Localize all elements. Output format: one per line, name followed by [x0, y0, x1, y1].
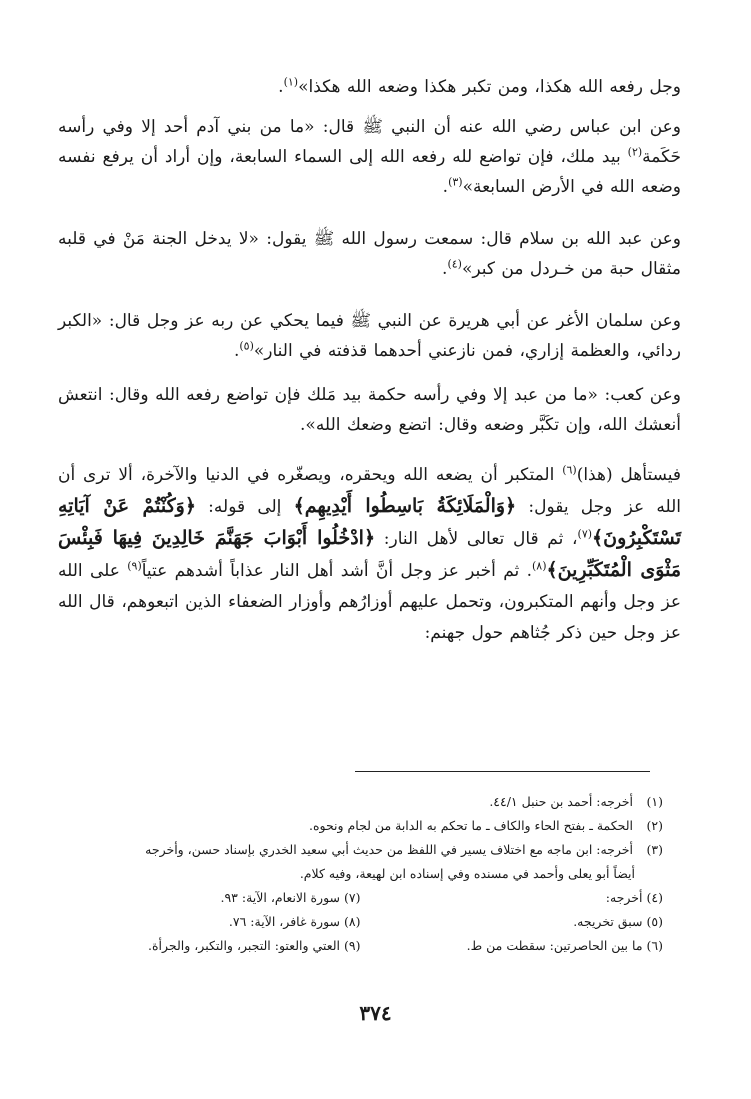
paragraph-5-text: وعن كعب: «ما من عبد إلا وفي رأسه حكمة بيد مَلك فإن تواضع رفعه الله وقال: انتعش أنعشك الله، وإن تكَبَّر وضعه وقال: اتضع وضعك الله».: [58, 385, 681, 435]
footnote-number: (٩): [344, 938, 361, 953]
footnote-ref-8[interactable]: (٨): [531, 559, 547, 573]
paragraph-3-end: .: [442, 259, 448, 279]
footnote-1: [58, 790, 663, 814]
footnote-divider: [355, 771, 650, 772]
footnote-text: أخرجه: أحمد بن حنبل ٤٤/١.: [489, 794, 634, 809]
main-text: [58, 72, 681, 649]
footnote-text: الحكمة ـ بفتح الحاء والكاف ـ ما تحكم به الدابة من لجام ونحوه.: [309, 818, 634, 833]
footnote-ref-3[interactable]: (٣): [448, 175, 463, 189]
paragraph-6-text-c: إلى قوله:: [195, 497, 294, 517]
footnote-ref-9[interactable]: (٩): [127, 559, 142, 573]
paragraph-4-end: .: [233, 341, 240, 361]
paragraph-4: [58, 306, 681, 366]
footnote-6: [361, 934, 664, 958]
footnote-text: سبق تخريجه.: [573, 914, 643, 929]
quran-verse-1: ﴿وَالْمَلَائِكَةُ بَاسِطُوا أَيْدِيهِم﴾: [293, 495, 517, 517]
paragraph-4-text: وعن سلمان الأغر عن أبي هريرة عن النبي ﷺ فيما يحكي عن ربه عز وجل قال: «الكبر ردائي، والعظمة إزاري، فمن نازعني أحدهما قذفته في النار»: [58, 311, 681, 361]
footnote-text: أخرجه:: [605, 890, 643, 905]
paragraph-1: [58, 72, 681, 102]
footnote-3: [58, 838, 663, 862]
footnote-2: [58, 814, 663, 838]
quran-verse-3: ﴿ادْخُلُوا أَبْوَابَ جَهَنَّمَ خَالِدِينَ فِيهَا فَبِئْسَ مَثْوَى الْمُتَكَبِّرِينَ﴾: [58, 527, 681, 581]
paragraph-3-text: وعن عبد الله بن سلام قال: سمعت رسول الله ﷺ يقول: «لا يدخل الجنة مَنْ في قلبه مثقال حبة من خـردل من كبر»: [58, 229, 681, 279]
footnote-text: سورة الانعام، الآية: ٩٣.: [220, 890, 341, 905]
footnote-number: (٨): [344, 914, 361, 929]
footnote-number: (٧): [344, 890, 361, 905]
footnote-ref-2[interactable]: (٢): [627, 145, 643, 159]
footnote-ref-5[interactable]: (٥): [239, 339, 254, 353]
paragraph-5: [58, 380, 681, 440]
page-number: ٣٧٤: [359, 1001, 392, 1025]
footnote-text: أخرجه: ابن ماجه مع اختلاف يسير في اللفظ من حديث أبي سعيد الخدري بإسناد حسن، وأخرجه: [145, 842, 634, 857]
paragraph-6-text-d: ، ثم قال تعالى لأهل النار:: [375, 529, 578, 549]
footnote-number: (٤): [646, 890, 663, 905]
footnote-ref-7[interactable]: (٧): [577, 527, 593, 541]
footnote-4: [361, 886, 664, 910]
paragraph-6-text-b: المتكبر أن يضعه الله ويحقره، ويصغّره في الدنيا والآخرة، ألا ترى أن الله عز وجل يقول:: [58, 465, 681, 517]
footnotes: [58, 790, 663, 958]
paragraph-2-text-cont: بيد ملك، فإن تواضع لله رفعه الله إلى السماء السابعة، وإن أراد أن يرفع نفسه وضعه الله في الأرض السابعة»: [58, 147, 681, 197]
footnote-3-continued: أيضاً أبو يعلى وأحمد في مسنده وفي إسناده ابن لهيعة، وفيه كلام.: [299, 866, 635, 881]
footnote-ref-6[interactable]: (٦): [562, 463, 577, 477]
paragraph-2-end: .: [442, 177, 449, 197]
footnote-text: ما بين الحاصرتين: سقطت من ط.: [466, 938, 643, 953]
footnote-number: (٥): [646, 914, 663, 929]
paragraph-2-text: وعن ابن عباس رضي الله عنه أن النبي ﷺ قال: «ما من بني آدم أحد إلا وفي رأسه حَكَمة: [58, 117, 681, 167]
footnote-number: (٢): [646, 818, 663, 833]
footnote-text: سورة غافر، الآية: ٧٦.: [228, 914, 341, 929]
paragraph-6: [58, 460, 681, 649]
quran-verse-2: ﴿وَكُنْتُمْ عَنْ آيَاتِهِ تَسْتَكْبِرُونَ﴾: [58, 495, 681, 549]
footnote-number: (٦): [646, 938, 663, 953]
paragraph-6-text-a: فيستأهل (هذا): [576, 465, 681, 485]
footnote-row: [58, 886, 663, 910]
footnote-row: [58, 934, 663, 958]
paragraph-1-text: وجل رفعه الله هكذا، ومن تكبر هكذا وضعه الله هكذا»: [298, 77, 681, 97]
footnote-number: (٣): [646, 842, 663, 857]
footnote-text: العتي والعتو: التجبر، والتكبر، والجرأة.: [148, 938, 341, 953]
paragraph-6-text-e: . ثم أخبر عز وجل أنَّ أشد أهل النار عذاباً أشدهم عتياً: [141, 561, 532, 581]
footnote-ref-4[interactable]: (٤): [447, 257, 462, 271]
paragraph-2: [58, 112, 681, 202]
footnote-number: (١): [646, 794, 663, 809]
paragraph-3: [58, 224, 681, 284]
footnote-7: [58, 886, 361, 910]
paragraph-6-text-f: على الله عز وجل وأنهم المتكبرون، وتحمل عليهم أوزارُهم وأوزار الضعفاء الذين اتبعوهم، قال الله عز وجل حين ذكر جُثاهم حول جهنم:: [58, 561, 681, 643]
footnote-5: [361, 910, 664, 934]
footnote-8: [58, 910, 361, 934]
footnote-9: [58, 934, 361, 958]
footnote-row: [58, 910, 663, 934]
paragraph-1-end: .: [278, 77, 284, 97]
footnote-ref-1[interactable]: (١): [283, 75, 299, 89]
